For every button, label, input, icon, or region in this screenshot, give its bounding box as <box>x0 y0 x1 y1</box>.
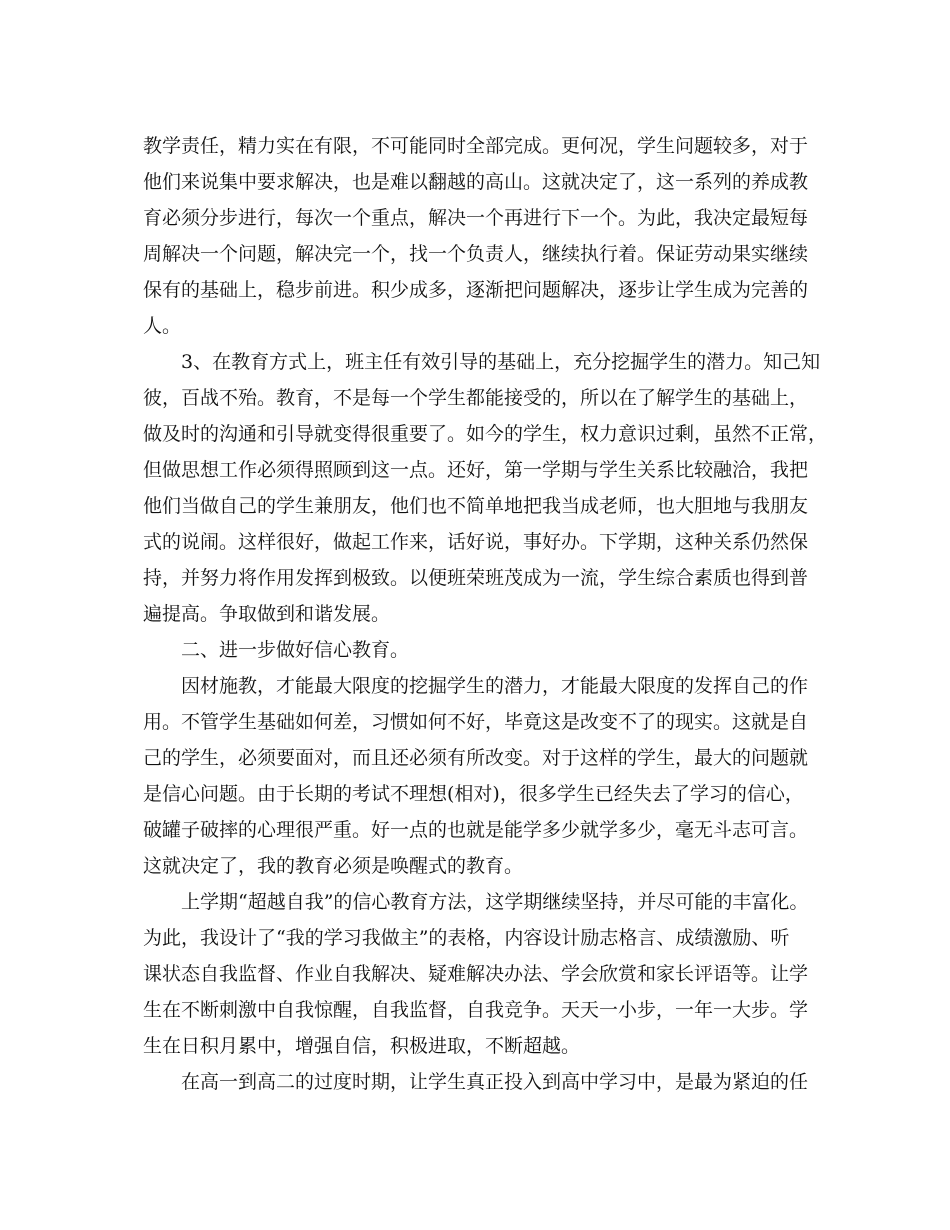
paragraph <box>143 1064 809 1100</box>
paragraph <box>143 884 809 1064</box>
section-heading <box>143 632 803 668</box>
paragraph <box>143 344 828 632</box>
text-line: 保有的基础上，稳步前进。积少成多，逐渐把问题解决，逐步让学生成为完善的 <box>143 279 809 301</box>
text-line: 是信心问题。由于长期的考试不理想(相对)，很多学生已经失去了学习的信心， <box>143 783 804 805</box>
text-line: 育必须分步进行，每次一个重点，解决一个再进行下一个。为此，我决定最短每 <box>143 207 809 229</box>
text-line: 但做思想工作必须得照顾到这一点。还好，第一学期与学生关系比较融洽，我把 <box>143 459 809 481</box>
text-line: 课状态自我监督、作业自我解决、疑难解决办法、学会欣赏和家长评语等。让学 <box>143 963 809 985</box>
text-line: 上学期“超越自我”的信心教育方法，这学期继续坚持，并尽可能的丰富化。 <box>181 891 809 913</box>
paragraph <box>143 128 809 344</box>
text-line: 己的学生，必须要面对，而且还必须有所改变。对于这样的学生，最大的问题就 <box>143 747 809 769</box>
text-line: 他们来说集中要求解决，也是难以翻越的高山。这就决定了，这一系列的养成教 <box>143 171 809 193</box>
text-line: 遍提高。争取做到和谐发展。 <box>143 603 391 625</box>
text-line: 在高一到高二的过度时期，让学生真正投入到高中学习中，是最为紧迫的任 <box>181 1071 809 1093</box>
text-line: 用。不管学生基础如何差，习惯如何不好，毕竟这是改变不了的现实。这就是自 <box>143 711 809 733</box>
text-line: 他们当做自己的学生兼朋友，他们也不简单地把我当成老师，也大胆地与我朋友 <box>143 495 809 517</box>
text-line: 做及时的沟通和引导就变得很重要了。如今的学生，权力意识过剩，虽然不正常， <box>143 423 828 445</box>
text-line: 式的说闹。这样很好，做起工作来，话好说，事好办。下学期，这种关系仍然保 <box>143 531 809 553</box>
text-line: 人。 <box>143 315 182 337</box>
text-line: 这就决定了，我的教育必须是唤醒式的教育。 <box>143 855 524 877</box>
text-line: 周解决一个问题，解决完一个，找一个负责人，继续执行着。保证劳动果实继续 <box>143 243 809 265</box>
text-line: 生在日积月累中，增强自信，积极进取，不断超越。 <box>143 1035 581 1057</box>
text-line: 破罐子破摔的心理很严重。好一点的也就是能学多少就学多少，毫无斗志可言。 <box>143 819 809 841</box>
text-line: 彼，百战不殆。教育，不是每一个学生都能接受的，所以在了解学生的基础上， <box>143 387 809 409</box>
text-line: 3、在教育方式上，班主任有效引导的基础上，充分挖掘学生的潜力。知己知 <box>181 351 821 373</box>
text-line: 教学责任，精力实在有限，不可能同时全部完成。更何况，学生问题较多，对于 <box>143 135 809 157</box>
text-line: 因材施教，才能最大限度的挖掘学生的潜力，才能最大限度的发挥自己的作 <box>181 675 809 697</box>
text-line: 持，并努力将作用发挥到极致。以便班荣班茂成为一流，学生综合素质也得到普 <box>143 567 809 589</box>
text-line: 生在不断刺激中自我惊醒，自我监督，自我竞争。天天一小步，一年一大步。学 <box>143 999 809 1021</box>
text-line: 为此，我设计了“我的学习我做主”的表格，内容设计励志格言、成绩激励、听 <box>143 927 790 949</box>
document-page <box>143 128 828 1100</box>
paragraph <box>143 668 809 884</box>
text-line: 二、进一步做好信心教育。 <box>181 639 410 661</box>
